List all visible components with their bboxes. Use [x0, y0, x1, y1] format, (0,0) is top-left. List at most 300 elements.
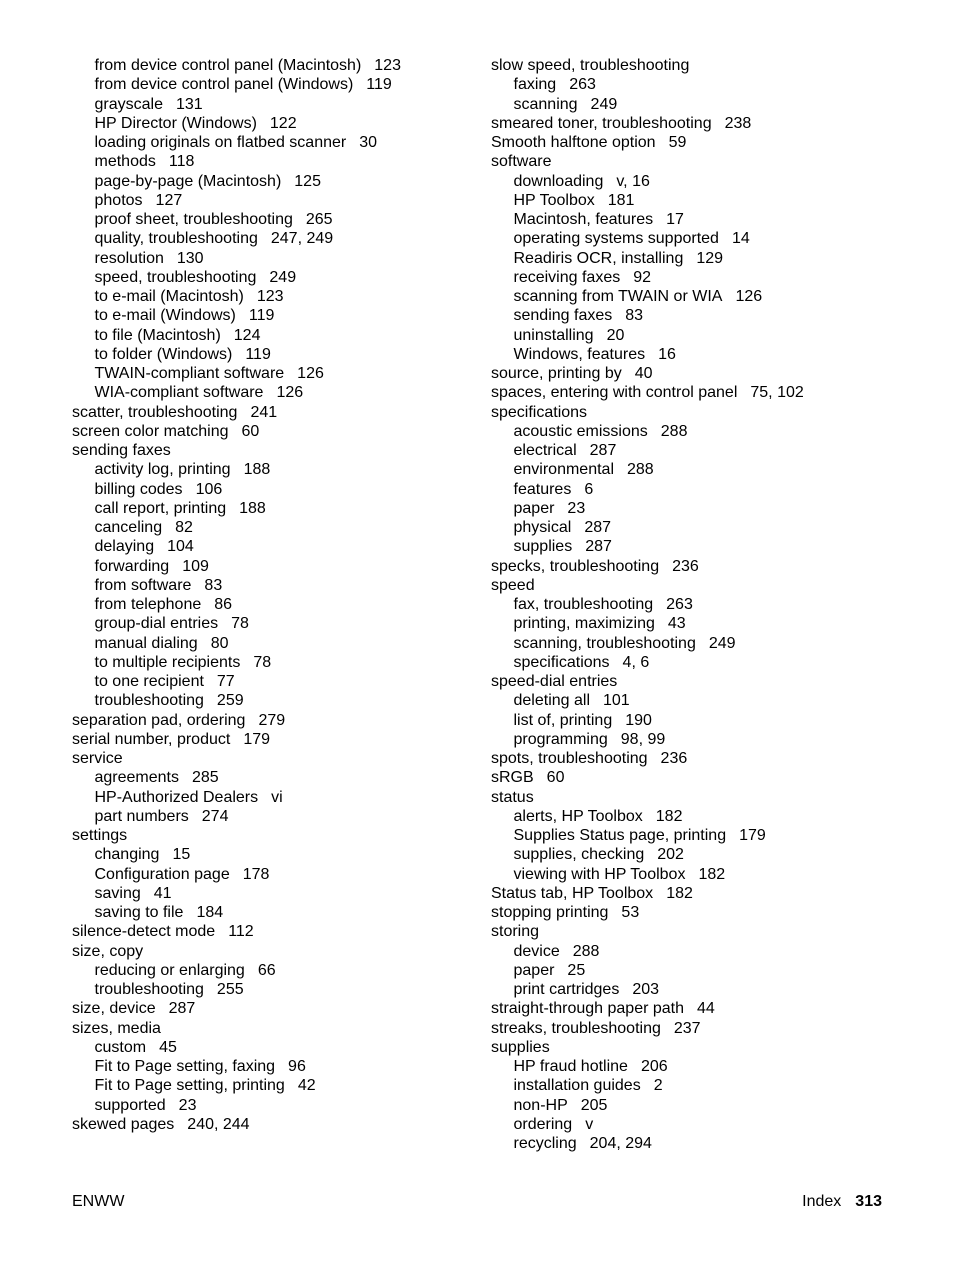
- index-term: Configuration page: [94, 865, 230, 883]
- index-entry: [72, 711, 472, 730]
- index-page-ref: 15: [172, 846, 191, 864]
- index-page-ref: 122: [269, 114, 297, 132]
- index-term: saving to file: [94, 904, 184, 921]
- index-page-ref: 241: [250, 403, 278, 421]
- index-entry: [491, 903, 911, 922]
- index-entry: [491, 768, 911, 787]
- index-page-ref: v, 16: [616, 172, 650, 190]
- index-subentry: [491, 480, 911, 499]
- index-term: canceling: [94, 519, 163, 536]
- index-subentry: [72, 133, 472, 152]
- index-term: paper: [513, 499, 555, 517]
- index-page-ref: 238: [724, 114, 752, 132]
- index-page-ref: 78: [231, 615, 249, 633]
- index-term: non-HP: [513, 1096, 568, 1114]
- index-subentry: [491, 287, 911, 306]
- index-subentry: [491, 422, 911, 441]
- index-page-ref: 92: [633, 268, 652, 286]
- index-term: custom: [94, 1038, 147, 1056]
- index-page-ref: 66: [257, 961, 276, 979]
- index-subentry: [72, 229, 472, 248]
- index-subentry: [491, 711, 911, 730]
- index-subentry: [72, 268, 472, 287]
- index-term: spots, troubleshooting: [491, 750, 648, 767]
- index-page-ref: 25: [567, 961, 586, 979]
- index-page-ref: 127: [155, 191, 183, 209]
- index-term: changing: [94, 846, 160, 864]
- index-page-ref: 236: [660, 750, 688, 767]
- index-page-ref: 106: [195, 480, 223, 498]
- index-entry: [72, 422, 472, 441]
- index-subentry: [72, 653, 472, 672]
- index-subentry: [72, 383, 472, 402]
- index-term: slow speed, troubleshooting: [491, 57, 690, 74]
- index-subentry: [72, 884, 472, 903]
- index-term: sRGB: [491, 769, 534, 787]
- index-page-ref: 6: [584, 480, 594, 498]
- index-page-ref: 123: [374, 57, 401, 74]
- index-subentry: [491, 1076, 911, 1095]
- index-term: skewed pages: [72, 1115, 175, 1133]
- index-term: loading originals on flatbed scanner: [94, 134, 347, 151]
- index-term: smeared toner, troubleshooting: [491, 114, 712, 132]
- index-subentry: [491, 1057, 911, 1076]
- index-subentry: [72, 634, 472, 653]
- index-page-ref: 287: [584, 519, 612, 536]
- footer-section-label: Index: [802, 1193, 842, 1210]
- index-page-ref: 188: [243, 461, 271, 479]
- index-subentry: [72, 557, 472, 576]
- index-subentry: [491, 845, 911, 864]
- index-subentry: [72, 364, 472, 383]
- index-subentry: [72, 480, 472, 499]
- index-subentry: [72, 499, 472, 518]
- index-subentry: [72, 249, 472, 268]
- index-page-ref: 75, 102: [750, 384, 804, 402]
- index-term: activity log, printing: [94, 461, 231, 479]
- index-subentry: [491, 1115, 911, 1134]
- index-entry: [72, 1115, 472, 1134]
- index-page-ref: 274: [201, 807, 229, 825]
- index-page-ref: 182: [666, 884, 693, 902]
- index-subentry: [491, 210, 911, 229]
- index-subentry: [72, 172, 472, 191]
- index-term: viewing with HP Toolbox: [513, 865, 686, 883]
- index-subentry: [72, 537, 472, 556]
- index-page-ref: 83: [625, 307, 644, 325]
- index-term: WIA-compliant software: [94, 384, 264, 402]
- index-page-ref: 40: [634, 365, 653, 382]
- index-page-ref: 204, 294: [589, 1135, 652, 1152]
- index-subentry: [491, 807, 911, 826]
- index-page-ref: 279: [258, 711, 286, 729]
- index-term: speed: [491, 576, 535, 594]
- index-subentry: [491, 268, 911, 287]
- index-term: scanning, troubleshooting: [513, 634, 696, 652]
- index-term: straight-through paper path: [491, 1000, 685, 1018]
- index-term: fax, troubleshooting: [513, 596, 654, 613]
- index-page-ref: 236: [672, 557, 699, 575]
- index-page-ref: 249: [269, 268, 297, 286]
- index-page-ref: 119: [366, 76, 392, 94]
- index-page-ref: 188: [239, 499, 266, 517]
- index-page-ref: 60: [241, 422, 260, 440]
- index-term: alerts, HP Toolbox: [513, 807, 643, 825]
- index-term: size, copy: [72, 942, 144, 960]
- index-page-ref: 206: [640, 1058, 668, 1075]
- index-page-ref: 125: [294, 172, 321, 190]
- index-term: programming: [513, 730, 608, 748]
- index-page-ref: 77: [216, 673, 235, 690]
- index-subentry: [72, 287, 472, 306]
- index-subentry: [72, 518, 472, 537]
- index-term: operating systems supported: [513, 230, 719, 248]
- index-term: to file (Macintosh): [94, 326, 221, 344]
- index-entry: [491, 576, 911, 595]
- index-page-ref: 43: [667, 615, 686, 633]
- index-term: faxing: [513, 76, 557, 94]
- index-term: scatter, troubleshooting: [72, 403, 238, 421]
- index-term: specks, troubleshooting: [491, 557, 660, 575]
- index-column-left: [72, 56, 472, 1134]
- index-page-ref: 86: [214, 596, 233, 613]
- index-page-ref: 109: [182, 557, 209, 575]
- index-term: resolution: [94, 249, 164, 267]
- index-entry: [72, 999, 472, 1018]
- index-term: acoustic emissions: [513, 422, 648, 440]
- index-column-right: [491, 56, 911, 1153]
- index-page-ref: 179: [739, 827, 766, 844]
- index-subentry: [72, 191, 472, 210]
- index-term: list of, printing: [513, 711, 613, 729]
- index-page-ref: 249: [708, 634, 736, 652]
- index-term: downloading: [513, 172, 604, 190]
- index-page-ref: 53: [621, 904, 640, 921]
- index-term: sizes, media: [72, 1019, 161, 1037]
- index-entry: [72, 922, 472, 941]
- index-page-ref: 182: [698, 865, 726, 883]
- index-page-ref: 112: [228, 923, 254, 941]
- index-entry: [72, 749, 472, 768]
- index-page-ref: 59: [668, 134, 687, 151]
- index-page-ref: 16: [658, 345, 676, 363]
- index-subentry: [72, 614, 472, 633]
- index-subentry: [491, 460, 911, 479]
- index-subentry: [491, 326, 911, 345]
- index-entry: [491, 114, 911, 133]
- index-subentry: [491, 75, 911, 94]
- index-subentry: [491, 306, 911, 325]
- index-page-ref: 83: [204, 576, 223, 594]
- index-term: serial number, product: [72, 730, 231, 748]
- index-entry: [72, 1019, 472, 1038]
- index-subentry: [491, 95, 911, 114]
- index-subentry: [491, 826, 911, 845]
- index-term: print cartridges: [513, 981, 620, 998]
- index-subentry: [72, 691, 472, 710]
- index-term: photos: [94, 191, 143, 209]
- index-subentry: [491, 653, 911, 672]
- index-page-ref: 80: [210, 634, 229, 652]
- index-page-ref: 30: [359, 134, 378, 151]
- index-page-ref: 259: [216, 692, 244, 710]
- index-term: to multiple recipients: [94, 653, 241, 671]
- index-term: printing, maximizing: [513, 615, 655, 633]
- index-page-ref: 263: [666, 596, 693, 613]
- index-page-ref: 181: [607, 191, 635, 209]
- index-page-ref: 17: [666, 211, 684, 228]
- index-term: HP fraud hotline: [513, 1058, 628, 1075]
- index-subentry: [491, 172, 911, 191]
- index-term: manual dialing: [94, 634, 198, 652]
- index-term: to e-mail (Windows): [94, 307, 236, 325]
- index-term: troubleshooting: [94, 692, 204, 710]
- page-number: 313: [855, 1193, 882, 1210]
- index-entry: [491, 1038, 911, 1057]
- index-page-ref: 101: [603, 692, 630, 710]
- index-term: ordering: [513, 1115, 573, 1133]
- index-entry: [72, 942, 472, 961]
- index-page-ref: 98, 99: [620, 730, 666, 748]
- index-subentry: [72, 1038, 472, 1057]
- index-subentry: [491, 537, 911, 556]
- index-page-ref: 265: [305, 211, 333, 228]
- index-page-ref: 179: [243, 730, 271, 748]
- index-term: saving: [94, 884, 141, 902]
- index-term: separation pad, ordering: [72, 711, 246, 729]
- index-subentry: [491, 942, 911, 961]
- index-entry: [491, 133, 911, 152]
- index-term: service: [72, 750, 123, 767]
- index-page-ref: 255: [216, 981, 244, 998]
- index-term: to folder (Windows): [94, 345, 233, 363]
- index-entry: [491, 884, 911, 903]
- index-page-ref: 104: [167, 538, 194, 556]
- index-entry: [72, 730, 472, 749]
- index-term: TWAIN-compliant software: [94, 365, 285, 382]
- index-page-ref: 131: [175, 95, 203, 113]
- index-subentry: [491, 730, 911, 749]
- index-term: specifications: [491, 403, 588, 421]
- index-page-ref: 126: [735, 288, 763, 305]
- index-entry: [491, 999, 911, 1018]
- index-subentry: [491, 249, 911, 268]
- index-subentry: [72, 845, 472, 864]
- index-term: proof sheet, troubleshooting: [94, 211, 293, 228]
- index-page-ref: 240, 244: [187, 1115, 250, 1133]
- index-term: supplies: [513, 538, 573, 556]
- index-term: scanning from TWAIN or WIA: [513, 288, 723, 305]
- index-subentry: [491, 229, 911, 248]
- index-term: Windows, features: [513, 345, 646, 363]
- index-term: supported: [94, 1096, 166, 1114]
- index-page-ref: 82: [175, 519, 193, 536]
- index-term: quality, troubleshooting: [94, 230, 258, 248]
- index-entry: [491, 56, 911, 75]
- index-term: Fit to Page setting, printing: [94, 1077, 285, 1095]
- index-page-ref: 130: [176, 249, 204, 267]
- index-subentry: [491, 345, 911, 364]
- index-page-ref: 23: [178, 1096, 197, 1114]
- index-term: grayscale: [94, 95, 163, 113]
- index-term: part numbers: [94, 807, 189, 825]
- index-term: deleting all: [513, 692, 590, 710]
- index-subentry: [72, 980, 472, 999]
- index-entry: [491, 788, 911, 807]
- index-term: to one recipient: [94, 673, 204, 690]
- index-page-ref: 96: [288, 1058, 306, 1075]
- index-entry: [491, 672, 911, 691]
- index-term: from software: [94, 576, 192, 594]
- index-page-ref: 129: [696, 249, 724, 267]
- index-subentry: [72, 807, 472, 826]
- index-subentry: [72, 460, 472, 479]
- index-subentry: [72, 210, 472, 229]
- index-subentry: [491, 691, 911, 710]
- index-subentry: [491, 499, 911, 518]
- index-page-ref: 287: [168, 1000, 196, 1018]
- index-page-ref: 237: [673, 1019, 701, 1037]
- index-page-ref: 41: [153, 884, 172, 902]
- index-page-ref: 119: [245, 345, 271, 363]
- index-page-ref: 119: [248, 307, 275, 325]
- index-subentry: [72, 865, 472, 884]
- index-term: installation guides: [513, 1077, 641, 1095]
- index-page-ref: 178: [242, 865, 270, 883]
- index-subentry: [72, 595, 472, 614]
- index-subentry: [72, 95, 472, 114]
- index-entry: [491, 922, 911, 941]
- index-subentry: [72, 326, 472, 345]
- index-term: environmental: [513, 461, 614, 479]
- index-page-ref: 2: [653, 1077, 663, 1095]
- index-page-ref: 288: [660, 422, 688, 440]
- index-subentry: [491, 1096, 911, 1115]
- index-page-ref: v: [585, 1115, 594, 1133]
- index-term: HP-Authorized Dealers: [94, 788, 259, 806]
- index-page-ref: 44: [697, 1000, 715, 1018]
- index-term: settings: [72, 827, 128, 844]
- index-term: spaces, entering with control panel: [491, 384, 738, 402]
- index-term: speed, troubleshooting: [94, 268, 257, 286]
- index-page-ref: 126: [276, 384, 304, 402]
- index-page-ref: 78: [253, 653, 272, 671]
- index-term: supplies, checking: [513, 846, 645, 864]
- index-term: recycling: [513, 1135, 577, 1152]
- index-term: from device control panel (Windows): [94, 76, 354, 94]
- index-page-ref: 263: [569, 76, 596, 94]
- index-term: silence-detect mode: [72, 923, 216, 941]
- index-term: from telephone: [94, 596, 202, 613]
- index-page-ref: 203: [632, 981, 660, 998]
- index-term: sending faxes: [72, 442, 171, 459]
- index-subentry: [72, 903, 472, 922]
- index-term: call report, printing: [94, 499, 227, 517]
- index-term: agreements: [94, 769, 179, 787]
- index-entry: [72, 441, 472, 460]
- index-page-ref: 60: [546, 769, 565, 787]
- index-term: source, printing by: [491, 365, 622, 382]
- index-subentry: [491, 614, 911, 633]
- index-entry: [72, 826, 472, 845]
- index-entry: [491, 383, 911, 402]
- index-term: Smooth halftone option: [491, 134, 656, 151]
- index-term: HP Toolbox: [513, 191, 595, 209]
- index-term: Readiris OCR, installing: [513, 249, 684, 267]
- index-term: reducing or enlarging: [94, 961, 245, 979]
- index-subentry: [491, 595, 911, 614]
- index-term: status: [491, 788, 534, 806]
- index-term: software: [491, 153, 552, 171]
- index-page-ref: vi: [271, 788, 283, 806]
- index-term: screen color matching: [72, 422, 229, 440]
- index-entry: [491, 1019, 911, 1038]
- index-page-ref: 4, 6: [622, 653, 650, 671]
- index-term: stopping printing: [491, 904, 609, 921]
- index-subentry: [72, 114, 472, 133]
- index-page-ref: 288: [572, 942, 600, 960]
- index-term: storing: [491, 923, 540, 941]
- index-page-ref: 247, 249: [270, 230, 334, 248]
- index-term: group-dial entries: [94, 615, 219, 633]
- index-subentry: [491, 865, 911, 884]
- index-subentry: [72, 788, 472, 807]
- index-term: specifications: [513, 653, 610, 671]
- index-subentry: [491, 518, 911, 537]
- index-page-ref: 202: [657, 846, 684, 864]
- index-subentry: [491, 1134, 911, 1153]
- index-page-ref: 184: [196, 904, 224, 921]
- index-subentry: [72, 672, 472, 691]
- index-page-ref: 123: [256, 288, 284, 305]
- index-page-ref: 45: [159, 1038, 177, 1056]
- index-term: speed-dial entries: [491, 673, 618, 690]
- index-subentry: [72, 306, 472, 325]
- index-term: uninstalling: [513, 326, 594, 344]
- index-page-ref: 23: [567, 499, 586, 517]
- index-entry: [491, 557, 911, 576]
- index-page-ref: 42: [297, 1077, 316, 1095]
- index-term: methods: [94, 153, 156, 171]
- index-term: streaks, troubleshooting: [491, 1019, 661, 1037]
- index-subentry: [491, 191, 911, 210]
- index-term: physical: [513, 519, 572, 536]
- index-page-ref: 118: [168, 153, 195, 171]
- index-subentry: [72, 345, 472, 364]
- index-subentry: [72, 1076, 472, 1095]
- index-page-ref: 287: [585, 538, 612, 556]
- index-entry: [491, 152, 911, 171]
- index-term: Status tab, HP Toolbox: [491, 884, 654, 902]
- index-entry: [491, 364, 911, 383]
- index-entry: [491, 749, 911, 768]
- index-page-ref: 20: [606, 326, 625, 344]
- index-subentry: [491, 961, 911, 980]
- index-subentry: [72, 1096, 472, 1115]
- index-page-ref: 14: [731, 230, 750, 248]
- index-term: scanning: [513, 95, 578, 113]
- index-subentry: [72, 768, 472, 787]
- index-term: billing codes: [94, 480, 183, 498]
- index-subentry: [491, 634, 911, 653]
- index-subentry: [72, 56, 472, 75]
- index-subentry: [491, 980, 911, 999]
- index-page-ref: 205: [580, 1096, 608, 1114]
- index-term: to e-mail (Macintosh): [94, 288, 244, 305]
- index-page-ref: 285: [192, 769, 219, 787]
- index-entry: [72, 403, 472, 422]
- index-term: sending faxes: [513, 307, 613, 325]
